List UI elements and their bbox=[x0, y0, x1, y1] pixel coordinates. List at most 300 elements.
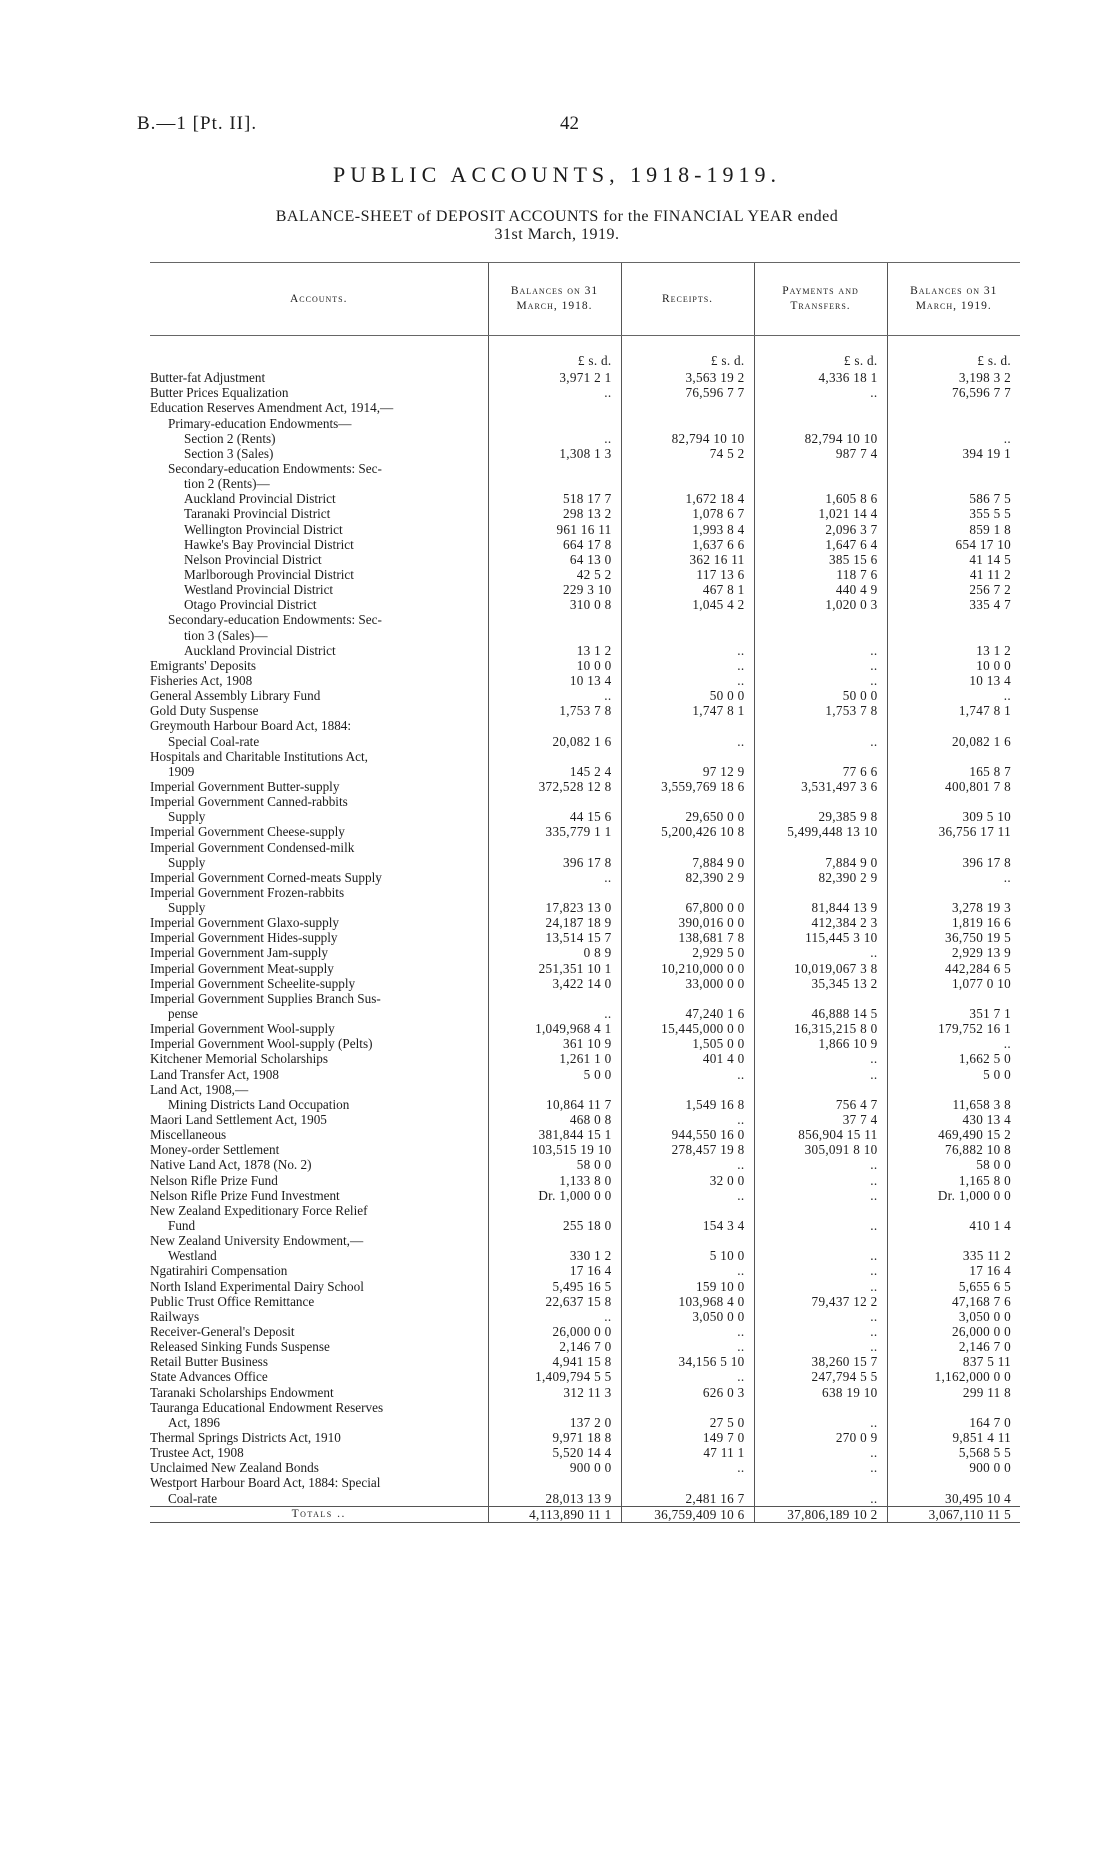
table-row bbox=[150, 1112, 1020, 1127]
balance-1919-cell: 1,662 5 0 bbox=[887, 1051, 1020, 1066]
receipts-cell: 47 11 1 bbox=[621, 1445, 754, 1460]
balance-1919-cell: 179,752 16 1 bbox=[887, 1021, 1020, 1036]
balance-1918-cell: .. bbox=[488, 385, 621, 400]
balance-1919-cell: 309 5 10 bbox=[887, 809, 1020, 824]
balance-1919-cell bbox=[887, 1400, 1020, 1415]
account-name: Imperial Government Wool-supply (Pelts) bbox=[150, 1036, 373, 1052]
balance-1919-cell: 9,851 4 11 bbox=[887, 1430, 1020, 1445]
table-row bbox=[150, 1415, 1020, 1430]
balance-1919-cell: 859 1 8 bbox=[887, 521, 1020, 536]
table-row bbox=[150, 1203, 1020, 1218]
receipts-cell: 1,672 18 4 bbox=[621, 491, 754, 506]
payments-cell: 2,096 3 7 bbox=[754, 521, 887, 536]
payments-cell: .. bbox=[754, 1172, 887, 1187]
table-row bbox=[150, 1324, 1020, 1339]
account-name: Butter Prices Equalization bbox=[150, 385, 289, 401]
payments-cell: 412,384 2 3 bbox=[754, 915, 887, 930]
payments-cell bbox=[754, 400, 887, 415]
account-name: Primary-education Endowments— bbox=[168, 415, 352, 431]
account-name: Otago Provincial District bbox=[184, 597, 317, 613]
balance-1919-cell: 5,568 5 5 bbox=[887, 1445, 1020, 1460]
balance-1918-cell: 17 16 4 bbox=[488, 1263, 621, 1278]
account-name: Imperial Government Condensed-milk bbox=[150, 839, 355, 855]
receipts-cell bbox=[621, 1400, 754, 1415]
payments-cell bbox=[754, 1233, 887, 1248]
payments-cell: 37 7 4 bbox=[754, 1112, 887, 1127]
receipts-cell: 944,550 16 0 bbox=[621, 1127, 754, 1142]
account-name: Fund bbox=[168, 1218, 196, 1234]
table-row bbox=[150, 521, 1020, 536]
payments-cell: .. bbox=[754, 1309, 887, 1324]
balance-1919-cell bbox=[887, 400, 1020, 415]
table-header bbox=[150, 263, 1020, 336]
balance-1918-cell: 103,515 19 10 bbox=[488, 1142, 621, 1157]
balance-1919-cell: 394 19 1 bbox=[887, 446, 1020, 461]
col-header-balances-1919: Balances on 31 March, 1919. bbox=[887, 263, 1020, 336]
payments-cell: 1,753 7 8 bbox=[754, 703, 887, 718]
payments-cell: .. bbox=[754, 1263, 887, 1278]
receipts-cell: 33,000 0 0 bbox=[621, 976, 754, 991]
receipts-cell bbox=[621, 749, 754, 764]
balance-1918-cell bbox=[488, 794, 621, 809]
units-cell: £ s. d. bbox=[621, 336, 754, 371]
account-name: Unclaimed New Zealand Bonds bbox=[150, 1460, 319, 1476]
balance-1918-cell: 17,823 13 0 bbox=[488, 900, 621, 915]
payments-cell: .. bbox=[754, 673, 887, 688]
account-name: Westport Harbour Board Act, 1884: Special bbox=[150, 1475, 381, 1491]
payments-cell: .. bbox=[754, 643, 887, 658]
balance-1919-cell: 900 0 0 bbox=[887, 1460, 1020, 1475]
table-row bbox=[150, 703, 1020, 718]
balance-1919-cell: 256 7 2 bbox=[887, 582, 1020, 597]
payments-cell bbox=[754, 612, 887, 627]
table-row bbox=[150, 476, 1020, 491]
col-header-payments: Payments and Transfers. bbox=[754, 263, 887, 336]
balance-1919-cell: 76,882 10 8 bbox=[887, 1142, 1020, 1157]
balance-1919-cell: 3,278 19 3 bbox=[887, 900, 1020, 915]
table-row bbox=[150, 764, 1020, 779]
table-row bbox=[150, 461, 1020, 476]
receipts-cell: 74 5 2 bbox=[621, 446, 754, 461]
receipts-cell: 15,445,000 0 0 bbox=[621, 1021, 754, 1036]
account-name: Gold Duty Suspense bbox=[150, 703, 259, 719]
page-title: PUBLIC ACCOUNTS, 1918-1919. bbox=[333, 162, 781, 187]
receipts-cell: .. bbox=[621, 658, 754, 673]
table-row bbox=[150, 1369, 1020, 1384]
table-row bbox=[150, 749, 1020, 764]
page-number: 42 bbox=[560, 113, 579, 134]
balance-1919-cell: 26,000 0 0 bbox=[887, 1324, 1020, 1339]
table-row bbox=[150, 915, 1020, 930]
payments-cell bbox=[754, 749, 887, 764]
table-row bbox=[150, 855, 1020, 870]
balance-1918-cell: 361 10 9 bbox=[488, 1036, 621, 1051]
payments-cell: 440 4 9 bbox=[754, 582, 887, 597]
balance-1918-cell: 58 0 0 bbox=[488, 1157, 621, 1172]
payments-cell: 79,437 12 2 bbox=[754, 1294, 887, 1309]
receipts-cell: 29,650 0 0 bbox=[621, 809, 754, 824]
payments-cell: 118 7 6 bbox=[754, 567, 887, 582]
account-name: Auckland Provincial District bbox=[184, 491, 336, 507]
balance-1918-cell bbox=[488, 749, 621, 764]
payments-cell: 1,866 10 9 bbox=[754, 1036, 887, 1051]
receipts-cell: 32 0 0 bbox=[621, 1172, 754, 1187]
table-row bbox=[150, 976, 1020, 991]
balance-1919-cell: 430 13 4 bbox=[887, 1112, 1020, 1127]
receipts-cell bbox=[621, 612, 754, 627]
table-row bbox=[150, 1051, 1020, 1066]
table-row bbox=[150, 1263, 1020, 1278]
account-name: Thermal Springs Districts Act, 1910 bbox=[150, 1429, 341, 1445]
account-name: Nelson Rifle Prize Fund Investment bbox=[150, 1187, 340, 1203]
receipts-cell bbox=[621, 476, 754, 491]
account-name: Westland Provincial District bbox=[184, 582, 334, 598]
account-name: Public Trust Office Remittance bbox=[150, 1293, 315, 1309]
account-name: Hospitals and Charitable Institutions Act, bbox=[150, 748, 368, 764]
balance-1918-cell: Dr. 1,000 0 0 bbox=[488, 1188, 621, 1203]
receipts-cell: 47,240 1 6 bbox=[621, 1006, 754, 1021]
balance-1919-cell bbox=[887, 415, 1020, 430]
receipts-cell: 27 5 0 bbox=[621, 1415, 754, 1430]
table-row bbox=[150, 824, 1020, 839]
table-row bbox=[150, 627, 1020, 642]
table-row bbox=[150, 930, 1020, 945]
receipts-cell: .. bbox=[621, 643, 754, 658]
payments-cell bbox=[754, 476, 887, 491]
table-row bbox=[150, 612, 1020, 627]
balance-1918-cell: .. bbox=[488, 688, 621, 703]
account-name: Railways bbox=[150, 1308, 200, 1324]
balance-1918-cell: 44 15 6 bbox=[488, 809, 621, 824]
account-name: Imperial Government Cheese-supply bbox=[150, 824, 345, 840]
table-row bbox=[150, 1127, 1020, 1142]
table-row bbox=[150, 1475, 1020, 1490]
account-name: Trustee Act, 1908 bbox=[150, 1445, 244, 1461]
balance-1918-cell: 28,013 13 9 bbox=[488, 1490, 621, 1506]
account-name: Imperial Government Supplies Branch Sus- bbox=[150, 990, 381, 1006]
balance-1918-cell: 298 13 2 bbox=[488, 506, 621, 521]
totals-label: Totals .. bbox=[150, 1506, 488, 1522]
receipts-cell bbox=[621, 991, 754, 1006]
payments-cell: 82,390 2 9 bbox=[754, 870, 887, 885]
account-name: Retail Butter Business bbox=[150, 1354, 268, 1370]
receipts-cell: .. bbox=[621, 1188, 754, 1203]
payments-cell bbox=[754, 794, 887, 809]
table-row bbox=[150, 718, 1020, 733]
balance-1918-cell: 3,971 2 1 bbox=[488, 370, 621, 385]
table-row bbox=[150, 839, 1020, 854]
payments-cell: 29,385 9 8 bbox=[754, 809, 887, 824]
receipts-cell bbox=[621, 627, 754, 642]
account-name: Butter-fat Adjustment bbox=[150, 370, 266, 386]
balance-1919-cell: 3,198 3 2 bbox=[887, 370, 1020, 385]
account-name: New Zealand University Endowment,— bbox=[150, 1233, 364, 1249]
balance-1918-cell bbox=[488, 400, 621, 415]
balance-1918-cell: 22,637 15 8 bbox=[488, 1294, 621, 1309]
payments-cell: 35,345 13 2 bbox=[754, 976, 887, 991]
balance-1918-cell: 312 11 3 bbox=[488, 1384, 621, 1399]
balance-1919-cell: .. bbox=[887, 431, 1020, 446]
balance-1919-cell: 410 1 4 bbox=[887, 1218, 1020, 1233]
total-balances-1918: 4,113,890 11 1 bbox=[488, 1506, 621, 1522]
account-name: Imperial Government Jam-supply bbox=[150, 945, 328, 961]
balance-1919-cell bbox=[887, 794, 1020, 809]
payments-cell: .. bbox=[754, 1490, 887, 1506]
payments-cell: 82,794 10 10 bbox=[754, 431, 887, 446]
balance-1919-cell: 17 16 4 bbox=[887, 1263, 1020, 1278]
balance-1918-cell: 9,971 18 8 bbox=[488, 1430, 621, 1445]
table-row bbox=[150, 431, 1020, 446]
account-name: Marlborough Provincial District bbox=[184, 566, 354, 582]
account-name: Taranaki Provincial District bbox=[184, 506, 331, 522]
table-row bbox=[150, 1490, 1020, 1506]
table-row bbox=[150, 1445, 1020, 1460]
balance-1918-cell: .. bbox=[488, 431, 621, 446]
account-name: Imperial Government Hides-supply bbox=[150, 930, 338, 946]
payments-cell: 38,260 15 7 bbox=[754, 1354, 887, 1369]
account-name: Imperial Government Glaxo-supply bbox=[150, 915, 339, 931]
balance-1918-cell: 381,844 15 1 bbox=[488, 1127, 621, 1142]
account-name: Secondary-education Endowments: Sec- bbox=[168, 612, 382, 628]
table-row bbox=[150, 1460, 1020, 1475]
units-cell: £ s. d. bbox=[887, 336, 1020, 371]
balance-1918-cell: .. bbox=[488, 1309, 621, 1324]
payments-cell: .. bbox=[754, 945, 887, 960]
receipts-cell: 50 0 0 bbox=[621, 688, 754, 703]
account-name: Imperial Government Corned-meats Supply bbox=[150, 869, 382, 885]
balance-1919-cell: 3,050 0 0 bbox=[887, 1309, 1020, 1324]
balance-sheet-table bbox=[150, 262, 1020, 1523]
payments-cell: 856,904 15 11 bbox=[754, 1127, 887, 1142]
totals-row bbox=[150, 1506, 1020, 1522]
account-name: Education Reserves Amendment Act, 1914,— bbox=[150, 400, 394, 416]
payments-cell: 1,605 8 6 bbox=[754, 491, 887, 506]
balance-1918-cell: 64 13 0 bbox=[488, 552, 621, 567]
balance-1918-cell bbox=[488, 718, 621, 733]
subtitle-line-2: 31st March, 1919. bbox=[494, 226, 620, 243]
payments-cell: 5,499,448 13 10 bbox=[754, 824, 887, 839]
table-row bbox=[150, 567, 1020, 582]
receipts-cell: .. bbox=[621, 1339, 754, 1354]
balance-1919-cell: 10 0 0 bbox=[887, 658, 1020, 673]
balance-1919-cell: 30,495 10 4 bbox=[887, 1490, 1020, 1506]
receipts-cell: 1,045 4 2 bbox=[621, 597, 754, 612]
receipts-cell: 3,559,769 18 6 bbox=[621, 779, 754, 794]
table-row bbox=[150, 733, 1020, 748]
total-payments: 37,806,189 10 2 bbox=[754, 1506, 887, 1522]
balance-1919-cell: 5 0 0 bbox=[887, 1066, 1020, 1081]
balance-1918-cell bbox=[488, 885, 621, 900]
table-row bbox=[150, 1142, 1020, 1157]
table-row bbox=[150, 370, 1020, 385]
payments-cell bbox=[754, 991, 887, 1006]
balance-1918-cell bbox=[488, 991, 621, 1006]
payments-cell: 46,888 14 5 bbox=[754, 1006, 887, 1021]
balance-1918-cell: 396 17 8 bbox=[488, 855, 621, 870]
balance-1919-cell: 1,747 8 1 bbox=[887, 703, 1020, 718]
receipts-cell: 7,884 9 0 bbox=[621, 855, 754, 870]
table-row bbox=[150, 794, 1020, 809]
balance-1919-cell: 76,596 7 7 bbox=[887, 385, 1020, 400]
receipts-cell bbox=[621, 1475, 754, 1490]
table-row bbox=[150, 870, 1020, 885]
payments-cell: 385 15 6 bbox=[754, 552, 887, 567]
balance-1919-cell: Dr. 1,000 0 0 bbox=[887, 1188, 1020, 1203]
receipts-cell: 1,549 16 8 bbox=[621, 1097, 754, 1112]
receipts-cell bbox=[621, 1203, 754, 1218]
receipts-cell bbox=[621, 839, 754, 854]
balance-1919-cell: 1,819 16 6 bbox=[887, 915, 1020, 930]
payments-cell: 1,021 14 4 bbox=[754, 506, 887, 521]
table-row bbox=[150, 1036, 1020, 1051]
balance-1919-cell bbox=[887, 749, 1020, 764]
account-name: Imperial Government Scheelite-supply bbox=[150, 975, 356, 991]
table-row bbox=[150, 1248, 1020, 1263]
balance-1918-cell bbox=[488, 461, 621, 476]
table-row bbox=[150, 415, 1020, 430]
receipts-cell: 2,481 16 7 bbox=[621, 1490, 754, 1506]
receipts-cell bbox=[621, 461, 754, 476]
account-name: Mining Districts Land Occupation bbox=[168, 1096, 350, 1112]
balance-1919-cell: 41 14 5 bbox=[887, 552, 1020, 567]
balance-1919-cell bbox=[887, 885, 1020, 900]
account-name: Wellington Provincial District bbox=[184, 521, 343, 537]
balance-1919-cell bbox=[887, 1475, 1020, 1490]
balance-1918-cell: 372,528 12 8 bbox=[488, 779, 621, 794]
balance-1919-cell: 335 4 7 bbox=[887, 597, 1020, 612]
receipts-cell bbox=[621, 1233, 754, 1248]
balance-1919-cell: 41 11 2 bbox=[887, 567, 1020, 582]
payments-cell bbox=[754, 1475, 887, 1490]
balance-1918-cell: 1,753 7 8 bbox=[488, 703, 621, 718]
account-name: Imperial Government Canned-rabbits bbox=[150, 794, 348, 810]
balance-1918-cell: 229 3 10 bbox=[488, 582, 621, 597]
receipts-cell: 5,200,426 10 8 bbox=[621, 824, 754, 839]
balance-1918-cell bbox=[488, 627, 621, 642]
account-name: New Zealand Expeditionary Force Relief bbox=[150, 1202, 368, 1218]
balance-1919-cell: 442,284 6 5 bbox=[887, 960, 1020, 975]
account-name: Money-order Settlement bbox=[150, 1142, 280, 1158]
balance-1918-cell: 0 8 9 bbox=[488, 945, 621, 960]
table-row bbox=[150, 1339, 1020, 1354]
balance-1919-cell: 13 1 2 bbox=[887, 643, 1020, 658]
balance-1919-cell: 47,168 7 6 bbox=[887, 1294, 1020, 1309]
payments-cell bbox=[754, 627, 887, 642]
payments-cell bbox=[754, 1203, 887, 1218]
balance-1918-cell bbox=[488, 1203, 621, 1218]
account-name: Supply bbox=[168, 900, 206, 916]
balance-1919-cell: 20,082 1 6 bbox=[887, 733, 1020, 748]
balance-1919-cell bbox=[887, 718, 1020, 733]
account-name: Act, 1896 bbox=[168, 1414, 221, 1430]
balance-1918-cell: 1,261 1 0 bbox=[488, 1051, 621, 1066]
table-row bbox=[150, 1384, 1020, 1399]
balance-1919-cell bbox=[887, 839, 1020, 854]
units-cell: £ s. d. bbox=[754, 336, 887, 371]
units-blank bbox=[150, 336, 488, 371]
balance-1918-cell: 137 2 0 bbox=[488, 1415, 621, 1430]
balance-1919-cell: 1,165 8 0 bbox=[887, 1172, 1020, 1187]
receipts-cell: 1,993 8 4 bbox=[621, 521, 754, 536]
table-row bbox=[150, 658, 1020, 673]
account-name: tion 3 (Sales)— bbox=[184, 627, 268, 643]
table-row bbox=[150, 809, 1020, 824]
balance-1919-cell: 2,146 7 0 bbox=[887, 1339, 1020, 1354]
table-row bbox=[150, 552, 1020, 567]
receipts-cell: .. bbox=[621, 1263, 754, 1278]
balance-1918-cell bbox=[488, 1400, 621, 1415]
table-row bbox=[150, 1188, 1020, 1203]
balance-1919-cell: 654 17 10 bbox=[887, 537, 1020, 552]
balance-1918-cell: 5 0 0 bbox=[488, 1066, 621, 1081]
balance-1918-cell: 24,187 18 9 bbox=[488, 915, 621, 930]
receipts-cell bbox=[621, 885, 754, 900]
balance-1918-cell: 664 17 8 bbox=[488, 537, 621, 552]
account-name: pense bbox=[168, 1006, 199, 1022]
receipts-cell: 138,681 7 8 bbox=[621, 930, 754, 945]
table-row bbox=[150, 1097, 1020, 1112]
balance-1918-cell bbox=[488, 476, 621, 491]
table-row bbox=[150, 945, 1020, 960]
account-name: Special Coal-rate bbox=[168, 733, 260, 749]
balance-1919-cell: 2,929 13 9 bbox=[887, 945, 1020, 960]
table-row bbox=[150, 643, 1020, 658]
receipts-cell: 10,210,000 0 0 bbox=[621, 960, 754, 975]
balance-1919-cell: .. bbox=[887, 870, 1020, 885]
account-name: Hawke's Bay Provincial District bbox=[184, 536, 354, 552]
receipts-cell: 82,390 2 9 bbox=[621, 870, 754, 885]
balance-1919-cell: 1,162,000 0 0 bbox=[887, 1369, 1020, 1384]
account-name: Emigrants' Deposits bbox=[150, 657, 257, 673]
account-name: Maori Land Settlement Act, 1905 bbox=[150, 1112, 327, 1128]
balance-1918-cell bbox=[488, 1475, 621, 1490]
table-row bbox=[150, 688, 1020, 703]
receipts-cell bbox=[621, 794, 754, 809]
balance-1919-cell bbox=[887, 627, 1020, 642]
balance-1919-cell bbox=[887, 1233, 1020, 1248]
account-name: Section 2 (Rents) bbox=[184, 430, 276, 446]
payments-cell: 1,647 6 4 bbox=[754, 537, 887, 552]
receipts-cell: 1,078 6 7 bbox=[621, 506, 754, 521]
account-name: Released Sinking Funds Suspense bbox=[150, 1339, 330, 1355]
payments-cell: .. bbox=[754, 658, 887, 673]
balance-1918-cell: 255 18 0 bbox=[488, 1218, 621, 1233]
balance-1919-cell: 164 7 0 bbox=[887, 1415, 1020, 1430]
table-row bbox=[150, 1172, 1020, 1187]
receipts-cell: .. bbox=[621, 733, 754, 748]
balance-1919-cell: 335 11 2 bbox=[887, 1248, 1020, 1263]
balance-1918-cell: 251,351 10 1 bbox=[488, 960, 621, 975]
table-row bbox=[150, 1430, 1020, 1445]
account-name: General Assembly Library Fund bbox=[150, 688, 321, 704]
balance-1918-cell: 26,000 0 0 bbox=[488, 1324, 621, 1339]
payments-cell: 10,019,067 3 8 bbox=[754, 960, 887, 975]
payments-cell: .. bbox=[754, 385, 887, 400]
balance-1919-cell: 355 5 5 bbox=[887, 506, 1020, 521]
receipts-cell: .. bbox=[621, 1324, 754, 1339]
payments-cell bbox=[754, 461, 887, 476]
payments-cell: 305,091 8 10 bbox=[754, 1142, 887, 1157]
balance-1919-cell: .. bbox=[887, 1036, 1020, 1051]
balance-1918-cell: 518 17 7 bbox=[488, 491, 621, 506]
receipts-cell: 3,563 19 2 bbox=[621, 370, 754, 385]
payments-cell: .. bbox=[754, 1066, 887, 1081]
balance-1919-cell bbox=[887, 1203, 1020, 1218]
table-row bbox=[150, 779, 1020, 794]
table-row bbox=[150, 900, 1020, 915]
table-row bbox=[150, 1021, 1020, 1036]
account-name: Receiver-General's Deposit bbox=[150, 1324, 295, 1339]
